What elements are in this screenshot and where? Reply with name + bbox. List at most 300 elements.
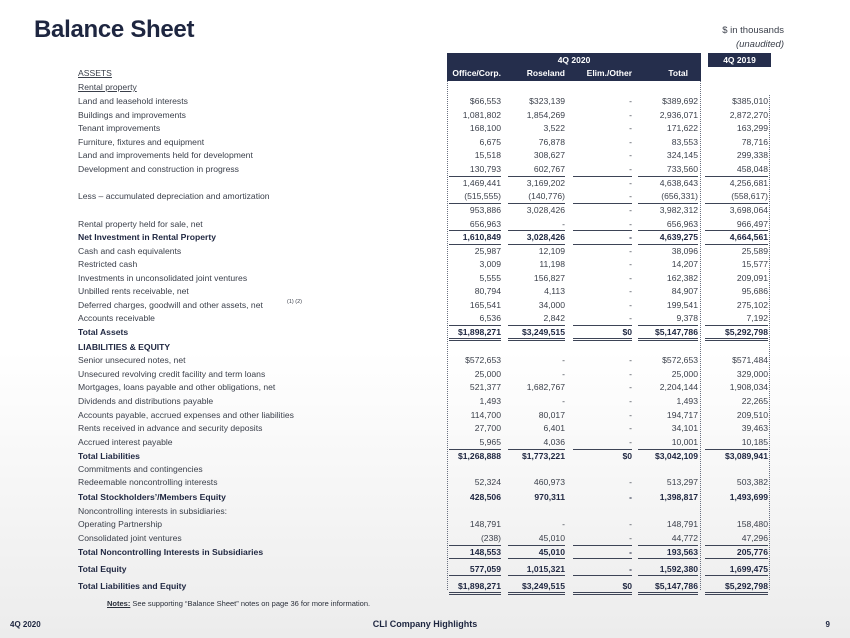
table-row [0,81,850,94]
double-rule [638,592,698,595]
cell-roseland: 156,827 [533,273,565,283]
cell-elim-other: - [629,137,632,147]
cell-prior-year: (558,617) [731,191,768,201]
cell-elim-other: - [629,191,632,201]
cell-office-corp: 1,081,802 [462,110,501,120]
row-label: Total Assets [78,327,129,337]
row-label: Cash and cash equivalents [78,246,182,256]
cell-roseland: 4,113 [544,286,565,296]
cell-prior-year: 7,192 [746,313,768,323]
table-row [0,341,850,354]
table-row [0,312,850,325]
single-rule [449,325,501,326]
single-rule [449,203,501,204]
cell-prior-year: 47,296 [741,533,768,543]
cell-office-corp: 656,963 [469,219,501,229]
cell-roseland: $3,249,515 [521,581,565,591]
cell-total: 25,000 [671,369,698,379]
cell-roseland: 460,973 [533,477,565,487]
cell-elim-other: - [629,219,632,229]
row-label: LIABILITIES & EQUITY [78,342,171,352]
row-label: Net Investment in Rental Property [78,232,217,242]
table-row [0,422,850,435]
cell-total: 10,001 [671,437,698,447]
cell-total: 733,560 [666,164,698,174]
single-rule [638,230,698,231]
single-rule [573,176,632,177]
row-label: Accrued interest payable [78,437,173,447]
table-row [0,409,850,422]
single-rule [705,230,768,231]
cell-elim-other: - [629,164,632,174]
cell-prior-year: 205,776 [736,547,768,557]
cell-total: 194,717 [666,410,698,420]
cell-prior-year: $385,010 [732,96,768,106]
double-rule [638,338,698,341]
table-row [0,109,850,122]
double-rule [508,592,565,595]
cell-roseland: - [562,219,565,229]
cell-elim-other: - [629,519,632,529]
cell-total: 656,963 [666,219,698,229]
table-row [0,463,850,476]
cell-total: 2,936,071 [659,110,698,120]
cell-elim-other: - [629,410,632,420]
single-rule [508,325,565,326]
cell-roseland: 970,311 [534,492,565,502]
units-note [722,24,784,52]
row-label: Total Equity [78,564,127,574]
table-row [0,532,850,545]
row-label: Unsecured revolving credit facility and term loans [78,369,266,379]
cell-roseland: 45,010 [538,533,565,543]
notes [107,599,370,608]
single-rule [638,176,698,177]
single-rule [508,244,565,245]
cell-office-corp: 577,059 [469,564,501,574]
single-rule [449,176,501,177]
row-label: Investments in unconsolidated joint ventures [78,273,248,283]
cell-roseland: - [562,519,565,529]
cell-office-corp: 1,469,441 [462,178,501,188]
single-rule [573,558,632,559]
row-label: Buildings and improvements [78,110,186,120]
cell-office-corp: $1,898,271 [457,327,501,337]
single-rule [573,575,632,576]
cell-elim-other: - [629,547,632,557]
single-rule [705,203,768,204]
single-rule [508,203,565,204]
cell-office-corp: 25,000 [474,369,501,379]
single-rule [508,558,565,559]
footer-title: CLI Company Highlights [372,619,478,629]
cell-total: 162,382 [666,273,698,283]
cell-office-corp: 6,675 [479,137,501,147]
cell-prior-year: 209,510 [736,410,768,420]
cell-office-corp: 1,493 [479,396,501,406]
cell-elim-other: - [629,232,632,242]
cell-roseland: $323,139 [529,96,565,106]
cell-prior-year: 95,686 [741,286,768,296]
cell-elim-other: $0 [622,451,632,461]
cell-total: $572,653 [662,355,698,365]
cell-prior-year: 1,699,475 [729,564,768,574]
cell-elim-other: - [629,396,632,406]
single-rule [705,575,768,576]
cell-office-corp: (515,555) [464,191,501,201]
header-4q2019: 4Q 2019 [708,53,771,67]
single-rule [449,545,501,546]
double-rule [705,592,768,595]
row-label: Land and leasehold interests [78,96,188,106]
cell-office-corp: 3,009 [479,259,501,269]
page-number: 9 [825,620,830,629]
cell-office-corp: (238) [480,533,501,543]
table-row [0,136,850,149]
cell-total: 38,096 [671,246,698,256]
cell-total: $5,147,786 [654,327,698,337]
table-row [0,505,850,518]
cell-roseland: $1,773,221 [521,451,565,461]
single-rule [508,449,565,450]
table-row [0,67,850,80]
cell-roseland: 3,028,426 [526,232,565,242]
row-label: Development and construction in progress [78,164,239,174]
cell-roseland: - [562,396,565,406]
single-rule [449,230,501,231]
single-rule [705,545,768,546]
cell-office-corp: 15,518 [474,150,501,160]
single-rule [449,449,501,450]
cell-prior-year: 458,048 [736,164,768,174]
notes-text: See supporting “Balance Sheet” notes on page 36 for more information. [130,599,371,608]
table-row: Deferred charges, goodwill and other assets, net (1) (2) 165,541 34,000 - 199,541 275,102 [78,299,768,310]
cell-office-corp: 27,700 [474,423,501,433]
single-rule [573,325,632,326]
cell-office-corp: 428,506 [469,492,501,502]
cell-total: 148,791 [666,519,698,529]
row-label: Furniture, fixtures and equipment [78,137,205,147]
cell-elim-other: - [629,533,632,543]
cell-total: 9,378 [676,313,698,323]
single-rule [449,575,501,576]
cell-office-corp: 5,965 [479,437,501,447]
cell-total: 193,563 [666,547,698,557]
cell-roseland: - [562,355,565,365]
cell-office-corp: 130,793 [469,164,501,174]
table-row [0,122,850,135]
double-rule [449,592,501,595]
cell-total: 84,907 [671,286,698,296]
cell-elim-other: - [629,246,632,256]
table-row [0,149,850,162]
single-rule [449,558,501,559]
cell-office-corp: 5,555 [479,273,501,283]
cell-roseland: 3,169,202 [526,178,565,188]
cell-prior-year: 299,338 [736,150,768,160]
cell-office-corp: $1,268,888 [457,451,501,461]
row-label: Less – accumulated depreciation and amortization [78,191,270,201]
row-label: Land and improvements held for development [78,150,253,160]
row-label: Tenant improvements [78,123,161,133]
cell-roseland: 1,682,767 [526,382,565,392]
cell-elim-other: - [629,564,632,574]
cell-total: 14,207 [671,259,698,269]
col-header-elim-other: Elim./Other [586,68,632,78]
single-rule [638,449,698,450]
col-header-total: Total [668,68,688,78]
cell-office-corp: 148,791 [469,519,501,529]
table-row [0,450,850,463]
table-row [0,204,850,217]
cell-total: 513,297 [666,477,698,487]
single-rule [638,244,698,245]
single-rule [705,325,768,326]
single-rule [638,325,698,326]
notes-label: Notes: [107,599,131,608]
cell-total: 1,592,380 [659,564,698,574]
cell-roseland: 602,767 [533,164,565,174]
col-header-roseland: Roseland [526,68,565,78]
cell-elim-other: - [629,150,632,160]
cell-prior-year: 10,185 [741,437,768,447]
cell-prior-year: $3,089,941 [724,451,768,461]
units-label: $ in thousands [722,25,784,36]
cell-elim-other: $0 [622,327,632,337]
cell-prior-year: 2,872,270 [729,110,768,120]
table-row [0,285,850,298]
cell-prior-year: $5,292,798 [724,581,768,591]
cell-prior-year: $5,292,798 [724,327,768,337]
single-rule [638,545,698,546]
cell-office-corp: 168,100 [469,123,501,133]
double-rule [449,338,501,341]
cell-roseland: 76,878 [538,137,565,147]
row-label: Total Liabilities and Equity [78,581,187,591]
single-rule [705,244,768,245]
row-label: Rental property [78,82,137,92]
row-label: Accounts receivable [78,313,155,323]
cell-prior-year: 22,265 [741,396,768,406]
cell-elim-other: - [629,259,632,269]
table-row [0,491,850,504]
single-rule [638,203,698,204]
col-header-office-corp: Office/Corp. [452,68,501,78]
row-label: Restricted cash [78,259,138,269]
cell-roseland: 1,015,321 [526,564,565,574]
cell-prior-year: 25,589 [741,246,768,256]
cell-total: 4,639,275 [659,232,698,242]
cell-office-corp: 165,541 [469,300,501,310]
cell-roseland: 80,017 [538,410,565,420]
cell-total: $3,042,109 [654,451,698,461]
row-label: Operating Partnership [78,519,163,529]
cell-prior-year: 1,493,699 [729,492,768,502]
single-rule [508,230,565,231]
unaudited-label: (unaudited) [735,39,784,50]
table-row [0,368,850,381]
cell-prior-year: 163,299 [736,123,768,133]
cell-total: 34,101 [671,423,698,433]
row-label: Unbilled rents receivable, net [78,286,189,296]
cell-roseland: 6,401 [543,423,565,433]
cell-roseland: 2,842 [543,313,565,323]
row-label: Rental property held for sale, net [78,219,203,229]
double-rule [705,338,768,341]
cell-prior-year: 15,577 [741,259,768,269]
single-rule [705,176,768,177]
cell-total: 83,553 [671,137,698,147]
cell-elim-other: - [629,300,632,310]
double-rule [573,592,632,595]
cell-total: 1,398,817 [659,492,698,502]
cell-prior-year: 78,716 [741,137,768,147]
row-label: ASSETS [78,68,112,78]
cell-elim-other: - [629,286,632,296]
cell-office-corp: 114,700 [470,410,501,420]
cell-total: 324,145 [666,150,698,160]
table-row [0,95,850,108]
cell-roseland: 11,198 [539,259,565,269]
cell-roseland: 308,627 [533,150,565,160]
row-label: Total Stockholders’/Members Equity [78,492,226,502]
table-row [0,177,850,190]
cell-total: 1,493 [676,396,698,406]
cell-office-corp: $572,653 [465,355,501,365]
table-row [0,354,850,367]
row-label: Dividends and distributions payable [78,396,214,406]
cell-elim-other: - [629,423,632,433]
cell-office-corp: 1,610,849 [462,232,501,242]
table-row [0,436,850,449]
row-label: Accounts payable, accrued expenses and other liabilities [78,410,294,420]
cell-prior-year: 966,497 [736,219,768,229]
cell-elim-other: - [629,178,632,188]
page-title: Balance Sheet [34,16,195,43]
single-rule [573,230,632,231]
table-row [0,231,850,244]
cell-elim-other: - [629,369,632,379]
double-rule [508,338,565,341]
table-row [0,272,850,285]
cell-prior-year: 158,480 [736,519,768,529]
cell-roseland: $3,249,515 [521,327,565,337]
table-row [0,395,850,408]
double-rule [573,338,632,341]
cell-total: (656,331) [661,191,698,201]
cell-total: $5,147,786 [654,581,698,591]
cell-roseland: (140,776) [528,191,565,201]
cell-roseland: 3,028,426 [526,205,565,215]
cell-office-corp: 6,536 [479,313,501,323]
cell-elim-other: - [629,205,632,215]
cell-prior-year: 4,256,681 [729,178,768,188]
cell-office-corp: $66,553 [469,96,501,106]
cell-roseland: 1,854,269 [526,110,565,120]
single-rule [573,545,632,546]
cell-roseland: 3,522 [543,123,565,133]
cell-total: 199,541 [666,300,698,310]
cell-prior-year: 3,698,064 [729,205,768,215]
cell-elim-other: $0 [622,581,632,591]
table-row [0,258,850,271]
table-row [0,381,850,394]
period-current-label: 4Q 2020 [557,55,591,65]
cell-prior-year: 4,664,561 [729,232,768,242]
single-rule [573,244,632,245]
row-label: Commitments and contingencies [78,464,203,474]
cell-roseland: 45,010 [538,547,565,557]
cell-office-corp: 80,794 [474,286,501,296]
row-label: Deferred charges, goodwill and other assets, net [78,300,263,310]
cell-office-corp: 25,987 [474,246,501,256]
single-rule [573,203,632,204]
cell-total: 2,204,144 [659,382,698,392]
row-label: Rents received in advance and security deposits [78,423,263,433]
cell-total: 4,638,643 [659,178,698,188]
cell-roseland: 4,036 [543,437,565,447]
cell-roseland: 12,109 [538,246,565,256]
single-rule [449,244,501,245]
single-rule [508,176,565,177]
cell-elim-other: - [629,477,632,487]
table-row [0,190,850,203]
cell-roseland: 34,000 [538,300,565,310]
single-rule [508,575,565,576]
row-label: Consolidated joint ventures [78,533,182,543]
cell-office-corp: 148,553 [469,547,501,557]
cell-elim-other: - [629,437,632,447]
cell-office-corp: 953,886 [469,205,501,215]
single-rule [508,545,565,546]
cell-total: 44,772 [671,533,698,543]
single-rule [638,575,698,576]
table-row [0,163,850,176]
cell-elim-other: - [629,110,632,120]
cell-total: 171,622 [666,123,698,133]
cell-elim-other: - [629,382,632,392]
cell-elim-other: - [629,492,632,502]
table-row [0,476,850,489]
cell-total: 3,982,312 [659,205,698,215]
row-label: Redeemable noncontrolling interests [78,477,218,487]
single-rule [705,449,768,450]
row-label: Total Liabilities [78,451,140,461]
table-row [0,245,850,258]
single-rule [638,558,698,559]
cell-elim-other: - [629,355,632,365]
row-label: Noncontrolling interests in subsidiaries: [78,506,228,516]
table-row [0,518,850,531]
cell-prior-year: 329,000 [736,369,768,379]
cell-elim-other: - [629,96,632,106]
cell-prior-year: 275,102 [736,300,768,310]
cell-elim-other: - [629,123,632,133]
cell-elim-other: - [629,313,632,323]
cell-prior-year: 503,382 [736,477,768,487]
cell-office-corp: 52,324 [474,477,501,487]
row-label: Mortgages, loans payable and other obligations, net [78,382,276,392]
single-rule [705,558,768,559]
cell-prior-year: 1,908,034 [729,382,768,392]
row-label: Senior unsecured notes, net [78,355,186,365]
cell-roseland: - [562,369,565,379]
cell-office-corp: $1,898,271 [457,581,501,591]
footer-period: 4Q 2020 [10,620,41,629]
single-rule [573,449,632,450]
cell-total: $389,692 [662,96,698,106]
cell-prior-year: $571,484 [732,355,768,365]
